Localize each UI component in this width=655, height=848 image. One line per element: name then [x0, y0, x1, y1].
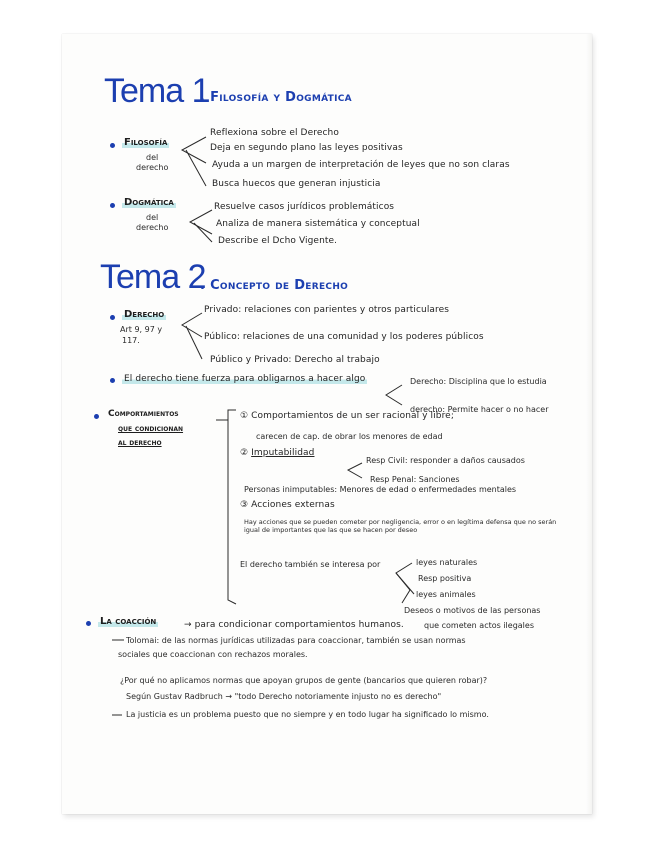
tema2-title: Tema 2 [100, 258, 206, 296]
coaccion-text: → para condicionar comportamientos humanos. [184, 620, 404, 630]
filosofia-item: Ayuda a un margen de interpretación de leyes que no son claras [212, 160, 510, 170]
comportamientos-l2: que condicionan [118, 424, 184, 433]
interes-item: leyes naturales [416, 558, 478, 567]
comp-n2: ② Imputabilidad [240, 448, 315, 458]
coaccion-d1b: sociales que coaccionan con rechazos morales. [118, 650, 308, 659]
filosofia-item: Reflexiona sobre el Derecho [210, 128, 339, 138]
tema1-title: Tema 1 [104, 72, 210, 110]
coaccion-d4: La justicia es un problema puesto que no siempre y en todo lugar ha significado lo mismo. [126, 710, 489, 719]
bullet-icon [110, 315, 115, 320]
fuerza-text: El derecho tiene fuerza para obligarnos a hacer algo [124, 374, 366, 384]
bullet-icon [94, 414, 99, 419]
filosofia-sub1: del [146, 153, 159, 162]
derecho-label: Derecho [124, 309, 165, 320]
comp-n1b: carecen de cap. de obrar los menores de edad [256, 432, 443, 441]
fuerza-branch1: Derecho: Disciplina que lo estudia [410, 377, 547, 386]
bullet-icon [110, 143, 115, 148]
coaccion-d1a: Tolomai: de las normas jurídicas utilizadas para coaccionar, también se usan normas [126, 636, 466, 645]
dogmatica-label: Dogmática [124, 197, 174, 208]
interes-item: leyes animales [416, 590, 476, 599]
fuerza-branch2: derecho: Permite hacer o no hacer [410, 405, 549, 414]
comportamientos-l3: al derecho [118, 438, 162, 447]
coaccion-d3: Según Gustav Radbruch → "todo Derecho notoriamente injusto no es derecho" [126, 692, 442, 701]
tema1-subtitle: . Filosofía y Dogmática [200, 90, 352, 105]
comp-n1: ① Comportamientos de un ser racional y libre; [240, 411, 454, 421]
derecho-item: Privado: relaciones con parientes y otros particulares [204, 305, 450, 315]
bullet-icon [86, 621, 91, 626]
bullet-icon [110, 378, 115, 383]
coaccion-label: La coacción [100, 616, 157, 627]
dogmatica-item: Resuelve casos jurídicos problemáticos [214, 202, 395, 212]
comp-inimputables: Personas inimputables: Menores de edad o enfermedades mentales [244, 485, 517, 494]
comp-n3: ③ Acciones externas [240, 500, 335, 510]
filosofia-item: Deja en segundo plano las leyes positivas [210, 143, 403, 153]
bullet-icon [110, 203, 115, 208]
tema2-subtitle: . Concepto de Derecho [200, 278, 349, 293]
comp-n2b: Resp Penal: Sanciones [370, 475, 460, 484]
dogmatica-item: Describe el Dcho Vigente. [218, 236, 338, 246]
filosofia-sub2: derecho [136, 163, 169, 172]
dogmatica-sub2: derecho [136, 223, 169, 232]
derecho-item: Público y Privado: Derecho al trabajo [210, 355, 380, 365]
derecho-item: Público: relaciones de una comunidad y los poderes públicos [204, 332, 484, 342]
interes-item: que cometen actos ilegales [424, 621, 534, 630]
comp-n3-text: Hay acciones que se pueden cometer por negligencia, error o en legítima defensa que no serán igual de importantes que las que se hacen por deseo [244, 518, 557, 534]
filosofia-item: Busca huecos que generan injusticia [212, 179, 381, 189]
dogmatica-item: Analiza de manera sistemática y conceptual [216, 219, 420, 229]
coaccion-d2: ¿Por qué no aplicamos normas que apoyan grupos de gente (bancarios que quieren robar)? [120, 676, 488, 685]
dogmatica-sub1: del [146, 213, 159, 222]
derecho-ref2: 117. [122, 336, 140, 345]
interes-item: Resp positiva [418, 574, 472, 583]
comportamientos-l1: Comportamientos [108, 409, 179, 419]
comp-n2a: Resp Civil: responder a daños causados [366, 456, 525, 465]
comp-interes: El derecho también se interesa por [240, 560, 381, 569]
derecho-ref1: Art 9, 97 y [120, 325, 163, 334]
interes-item: Deseos o motivos de las personas [404, 606, 541, 615]
filosofia-label: Filosofía [124, 137, 168, 148]
